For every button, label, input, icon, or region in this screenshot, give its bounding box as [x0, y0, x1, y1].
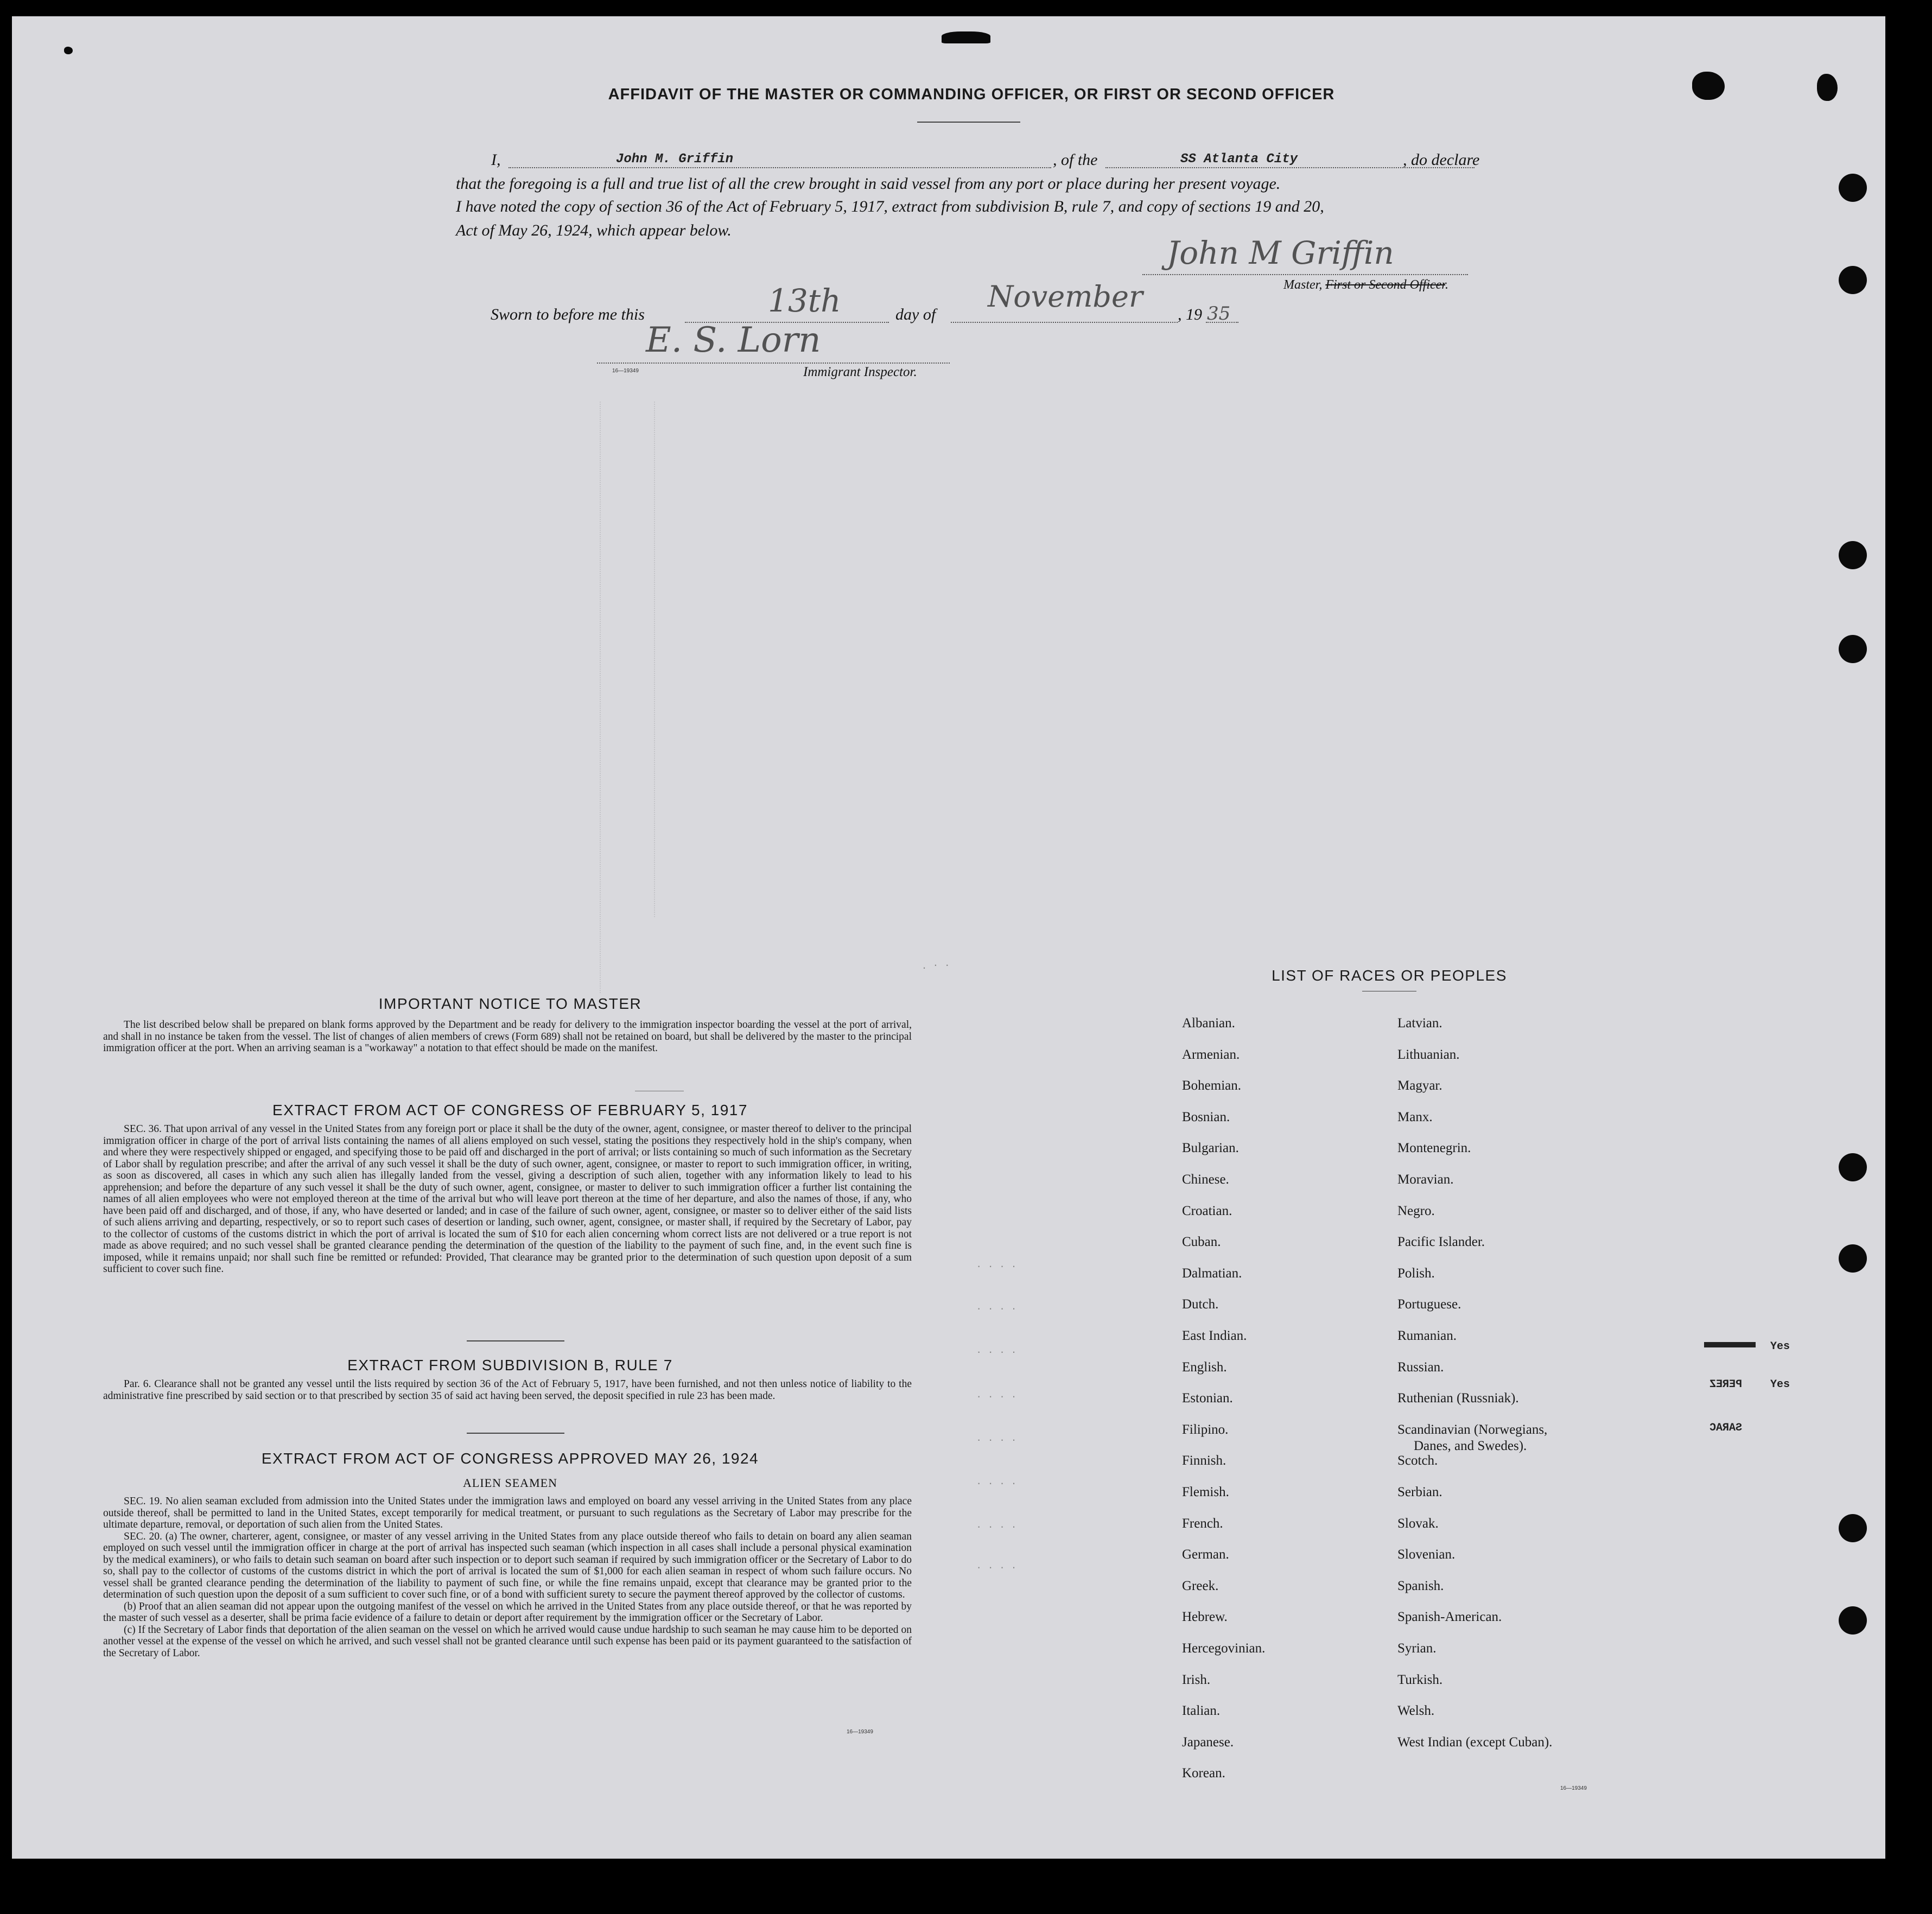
race-item: Estonian.: [1182, 1391, 1233, 1406]
inspector-label: Immigrant Inspector.: [803, 365, 917, 379]
race-item: West Indian (except Cuban).: [1397, 1735, 1553, 1750]
punch-hole-icon: [1839, 1244, 1867, 1273]
bleed-mark: · · · ·: [977, 1389, 1018, 1403]
punch-hole-icon: [1839, 1606, 1867, 1635]
race-item: Ruthenian (Russniak).: [1397, 1391, 1519, 1406]
bleed-strip-1: [1704, 1342, 1756, 1347]
extract-1917-title: EXTRACT FROM ACT OF CONGRESS OF FEBRUARY 5, 1917: [272, 1102, 748, 1118]
bleed-mark: · · · ·: [977, 1519, 1018, 1533]
punch-hole-icon: [1839, 635, 1867, 663]
extract-rule7-divider: [467, 1433, 564, 1434]
affidavit-line1: [491, 151, 1511, 173]
master-title-label: [1283, 278, 1448, 292]
race-item: Korean.: [1182, 1766, 1225, 1781]
race-item: Spanish-American.: [1397, 1610, 1502, 1624]
bleed-mark: · · · ·: [977, 1560, 1018, 1574]
race-item: Hercegovinian.: [1182, 1641, 1266, 1656]
affidavit-title: AFFIDAVIT OF THE MASTER OR COMMANDING OFFICER, OR FIRST OR SECOND OFFICER: [608, 86, 1335, 103]
master-label-period: .: [1445, 278, 1448, 292]
bleed-mark: · · · ·: [977, 1345, 1018, 1358]
notice-text: [103, 1019, 912, 1054]
affidavit-line4: Act of May 26, 1924, which appear below.: [456, 221, 732, 239]
extract-form-number: 16—19349: [847, 1729, 873, 1735]
race-item: Welsh.: [1397, 1703, 1435, 1718]
race-item: English.: [1182, 1360, 1227, 1375]
punch-hole-icon: [1839, 1153, 1867, 1181]
race-item: Syrian.: [1397, 1641, 1437, 1656]
paper-tear-icon: [942, 31, 990, 43]
race-item: Slovak.: [1397, 1516, 1439, 1531]
master-signature: John M Griffin: [1167, 234, 1394, 271]
race-item: Russian.: [1397, 1360, 1444, 1375]
race-item: Finnish.: [1182, 1453, 1226, 1468]
extract-1917-divider: [467, 1340, 564, 1341]
extract-1924-title: EXTRACT FROM ACT OF CONGRESS APPROVED MAY 26, 1924: [261, 1450, 759, 1467]
race-item: Turkish.: [1397, 1673, 1443, 1687]
race-item: Danes, and Swedes).: [1414, 1439, 1527, 1453]
extract-1924-text: [103, 1496, 912, 1659]
punch-hole-icon: [1839, 1514, 1867, 1542]
race-item: Scotch.: [1397, 1453, 1438, 1468]
inspector-signature-line: [597, 363, 950, 364]
race-item: Montenegrin.: [1397, 1141, 1471, 1155]
race-item: French.: [1182, 1516, 1223, 1531]
race-item: Slovenian.: [1397, 1547, 1456, 1562]
race-item: Japanese.: [1182, 1735, 1234, 1750]
race-item: Bosnian.: [1182, 1110, 1230, 1124]
day-of-label: day of: [895, 306, 936, 323]
race-item: Bulgarian.: [1182, 1141, 1239, 1155]
notice-title: IMPORTANT NOTICE TO MASTER: [378, 995, 642, 1012]
race-item: Serbian.: [1397, 1485, 1442, 1499]
bleed-mark: . · ·: [923, 958, 951, 971]
faint-column-guide: [654, 402, 656, 917]
sec36-paragraph: SEC. 36. That upon arrival of any vessel in the United States from any foreign port or place it shall be the duty of the owner, agent, consignee, or master thereof to deliver to the principal immigration officer in charge of the port of arrival lists containing the names of all aliens employed on such vessel, stating the positions they respectively hold in the ship's company, when and where they were respectively shipped or engaged, and specifying those to be paid off and discharged in the port of arrival; or lists containing so much of such information as the Secretary of Labor shall by regulation prescribe; and after the arrival of any such vessel it shall be the duty of such owner, agent, consignee, or master to report to such immigration officer, in writing, as soon as discovered, all cases in which any such alien has illegally landed from the vessel, giving a description of such alien, together with any information likely to lead to his apprehension; and before the departure of any such vessel it shall be the duty of such owner, agent, consignee, or master to deliver to such immigration officer a further list containing the names of all alien employees who were not employed thereon at the time of the arrival but who will leave port thereon at the time of her departure, and also the names of those, if any, who have been paid off and discharged, and of those, if any, who have deserted or landed; and in case of the failure of such owner, agent, consignee, or master so to deliver either of the said lists of such aliens arriving and departing, respectively, or so to report such cases of desertion or landing, such owner, agent, consignee, or master shall, if required by the Secretary of Labor, pay to the collector of customs of the customs district in which the port of arrival is located the sum of $10 for each alien concerning whom correct lists are not delivered or a true report is not made as above required; and no such vessel shall be granted clearance pending the determination of the question of the liability to the payment of such fine, and, in the event such fine is imposed, while it remains unpaid; nor shall such fine be remitted or refunded: Provided, That clearance may be granted prior to the determination of such question upon deposit of a sum sufficient to cover such fine.: [103, 1123, 912, 1275]
race-item: Lithuanian.: [1397, 1047, 1460, 1062]
sworn-year-handwritten: 35: [1207, 303, 1231, 325]
race-item: Chinese.: [1182, 1172, 1229, 1187]
bleed-yes-1: Yes: [1770, 1340, 1790, 1353]
race-item: Bohemian.: [1182, 1078, 1242, 1093]
race-item: Pacific Islander.: [1397, 1235, 1485, 1249]
declarant-prefix: I,: [491, 151, 501, 169]
race-item: Irish.: [1182, 1673, 1211, 1687]
race-item: Croatian.: [1182, 1204, 1232, 1218]
sec20b-paragraph: (b) Proof that an alien seaman did not appear upon the outgoing manifest of the vessel on which he arrived in the United States from any place outside thereof, or that he was reported by the master of such vessel as a deserter, shall be prima facie evidence of a failure to detain or deport after requirement by the immigration officer or the Secretary of Labor.: [103, 1600, 912, 1624]
extract-1917-text: [103, 1123, 912, 1275]
affidavit-line2: that the foregoing is a full and true list of all the crew brought in said vessel from any port or place during her present voyage.: [456, 175, 1281, 193]
race-item: Moravian.: [1397, 1172, 1454, 1187]
race-item: Negro.: [1397, 1204, 1435, 1218]
bleed-mark: · · · ·: [977, 1476, 1018, 1490]
punch-hole-icon: [1839, 174, 1867, 202]
sworn-month-handwritten: November: [988, 279, 1143, 314]
race-item: Polish.: [1397, 1266, 1435, 1281]
race-item: Dutch.: [1182, 1297, 1219, 1312]
declare-label: , do declare: [1403, 151, 1480, 169]
bleed-word-3: SARAC: [1709, 1422, 1743, 1434]
punch-hole-icon: [1839, 541, 1867, 569]
master-label: Master,: [1283, 278, 1323, 292]
sec19-paragraph: SEC. 19. No alien seaman excluded from admission into the United States under the immigration laws and employed on board any vessel arriving in the United States from any place outside thereof, shall be permitted to land in the United States, except temporarily for medical treatment, or pursuant to such regulations as the Secretary of Labor may prescribe for the ultimate departure, removal, or deportation of such alien from the United States.: [103, 1496, 912, 1530]
inspector-signature: E. S. Lorn: [646, 320, 821, 360]
sworn-label: Sworn to before me this: [491, 306, 645, 323]
race-item: Cuban.: [1182, 1235, 1221, 1249]
affidavit-form-number: 16—19349: [612, 368, 639, 374]
race-item: Filipino.: [1182, 1422, 1229, 1437]
race-item: Italian.: [1182, 1703, 1221, 1718]
title-divider: [917, 122, 1020, 123]
vessel-of-label: , of the: [1053, 151, 1098, 169]
race-item: Scandinavian (Norwegians,: [1397, 1422, 1548, 1437]
year-label: , 19: [1178, 306, 1202, 323]
race-item: Albanian.: [1182, 1016, 1235, 1031]
declarant-name-field: John M. Griffin: [616, 152, 734, 167]
name-field-line: [509, 167, 1051, 168]
race-item: Flemish.: [1182, 1485, 1229, 1499]
faint-column-guide: [600, 402, 602, 993]
sworn-month-line: [951, 322, 1178, 323]
bleed-mark: · · · ·: [977, 1433, 1018, 1446]
extract-rule7-title: EXTRACT FROM SUBDIVISION B, RULE 7: [347, 1357, 673, 1373]
sec20a-paragraph: SEC. 20. (a) The owner, charterer, agent, consignee, or master of any vessel arriving in the United States from any place outside thereof who fails to detain on board any alien seaman employed on such vessel until the immigration officer in charge at the port of arrival has inspected such seaman (which inspection in all cases shall include a personal physical examination by the medical examiners), or who fails to detain such seaman on board after such inspection or to deport such seaman if required by such immigration officer or the Secretary of Labor to do so, shall pay to the collector of customs of the customs district in which the port of arrival is located the sum of $1,000 for each alien seaman in respect of whom such failure occurs. No vessel shall be granted clearance pending the determination of the liability to payment of such fine, or while the fine remains unpaid, except that clearance may be granted prior to the determination of such question upon the deposit of a sum sufficient to cover such fine, or of a bond with sufficient surety to secure the payment thereof approved by the collector of customs.: [103, 1530, 912, 1600]
year-line: [1206, 322, 1238, 323]
struck-officer-label: First or Second Officer: [1325, 278, 1445, 292]
race-item: Latvian.: [1397, 1016, 1442, 1031]
sworn-day-handwritten: 13th: [768, 282, 841, 319]
race-item: German.: [1182, 1547, 1229, 1562]
race-item: Hebrew.: [1182, 1610, 1228, 1624]
race-item: Greek.: [1182, 1579, 1219, 1593]
signature-line: [1142, 274, 1468, 275]
sec20c-paragraph: (c) If the Secretary of Labor finds that deportation of the alien seaman on the vessel on which he arrived would cause undue hardship to such seaman he may cause him to be deported on another vessel at the expense of the vessel on which he arrived, and such vessel shall not be granted clearance until such expense has been paid or its payment guaranteed to the satisfaction of the Secretary of Labor.: [103, 1624, 912, 1659]
race-item: Portuguese.: [1397, 1297, 1461, 1312]
ink-mark-icon: [64, 47, 73, 54]
race-item: Spanish.: [1397, 1579, 1444, 1593]
affidavit-line3: I have noted the copy of section 36 of the Act of February 5, 1917, extract from subdivision B, rule 7, and copy of sections 19 and 20,: [456, 198, 1324, 215]
bleed-mark: · · · ·: [977, 1301, 1018, 1315]
bleed-word-2: PEREZ: [1709, 1378, 1743, 1391]
rule7-paragraph: Par. 6. Clearance shall not be granted any vessel until the lists required by section 36 of the Act of February 5, 1917, have been furnished, and not then unless notice of liability to the administrative fine prescribed by said section or to that prescribed by section 35 of said act having been served, the deposit specified in rule 23 has been made.: [103, 1378, 912, 1402]
race-item: Armenian.: [1182, 1047, 1240, 1062]
races-form-number: 16—19349: [1560, 1785, 1587, 1791]
alien-seamen-subtitle: ALIEN SEAMEN: [463, 1476, 557, 1490]
vessel-name-field: SS Atlanta City: [1180, 152, 1298, 167]
notice-paragraph: The list described below shall be prepared on blank forms approved by the Department and be ready for delivery to the immigration inspector boarding the vessel at the port of arrival, and shall in no instance be taken from the vessel. The list of changes of alien members of crews (Form 689) shall not be retained on board, but shall be delivered by the master to the principal immigration officer at the port. When an arriving seaman is a "workaway" a notation to that effect should be made on the manifest.: [103, 1019, 912, 1054]
race-item: Magyar.: [1397, 1078, 1442, 1093]
race-item: East Indian.: [1182, 1328, 1247, 1343]
extract-rule7-text: [103, 1378, 912, 1402]
race-item: Dalmatian.: [1182, 1266, 1242, 1281]
bleed-yes-2: Yes: [1770, 1378, 1790, 1391]
punch-hole-icon: [1839, 266, 1867, 294]
races-title: LIST OF RACES OR PEOPLES: [1272, 967, 1507, 984]
race-item: Rumanian.: [1397, 1328, 1457, 1343]
bleed-mark: · · · ·: [977, 1259, 1018, 1273]
race-item: Manx.: [1397, 1110, 1433, 1124]
